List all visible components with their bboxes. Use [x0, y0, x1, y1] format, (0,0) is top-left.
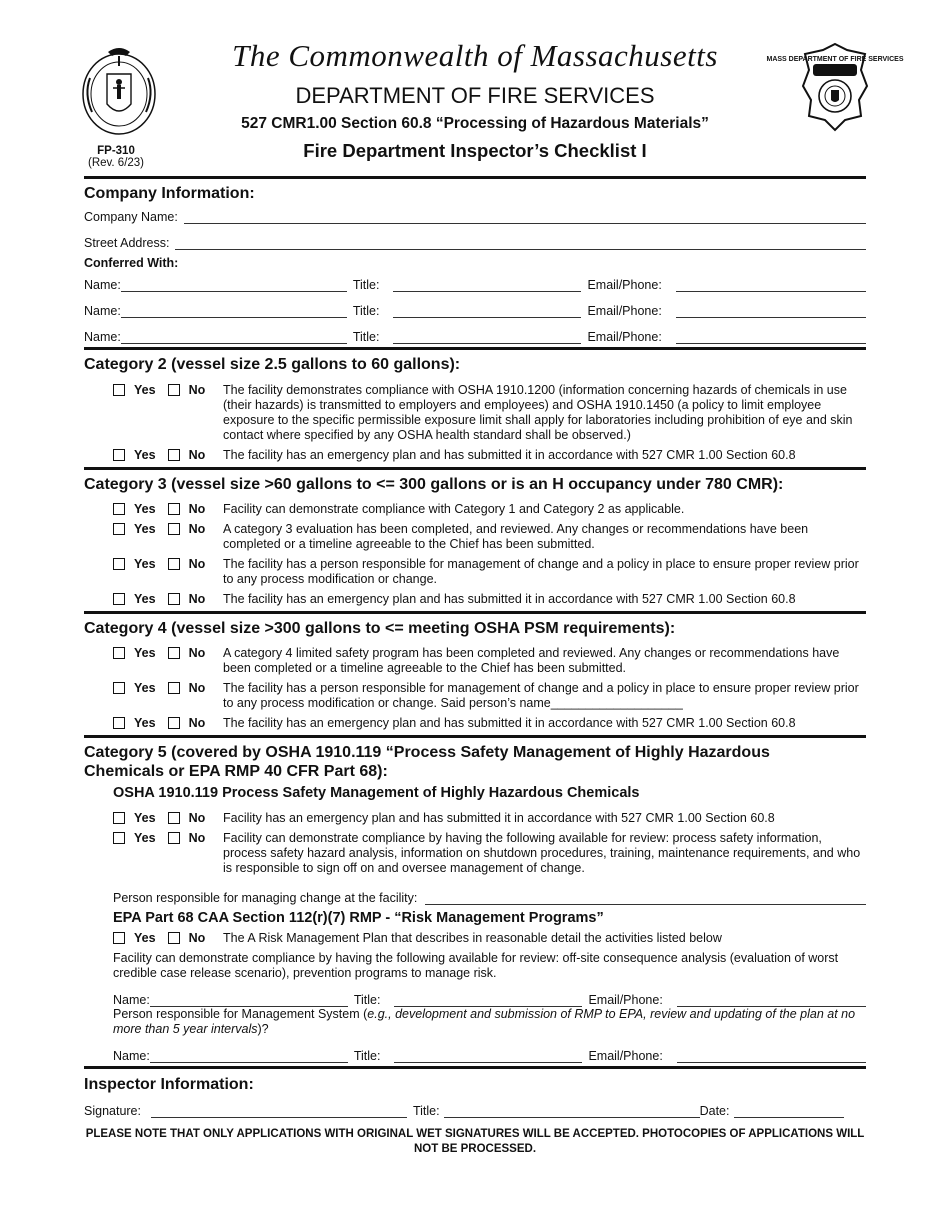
mgmt-system-contact-row: [113, 1047, 866, 1063]
title-label: Title:: [353, 993, 381, 1007]
name-label: Name:: [113, 1049, 150, 1063]
no-checkbox[interactable]: [168, 812, 180, 824]
mgmt-system-example: e.g., development and submission of RMP to EPA, review and updating of the plan at no more than 5 year intervals: [113, 1007, 856, 1036]
name-label: Name:: [113, 993, 150, 1007]
email-phone-field[interactable]: [676, 331, 866, 344]
person-managing-change-row: [113, 889, 866, 905]
no-label: No: [188, 502, 206, 516]
form-revision: (Rev. 6/23): [87, 157, 145, 169]
no-checkbox[interactable]: [168, 523, 180, 535]
yes-label: Yes: [134, 383, 156, 397]
date-label: Date:: [699, 1104, 730, 1118]
street-address-field[interactable]: [175, 237, 866, 250]
no-checkbox[interactable]: [168, 558, 180, 570]
category-5-heading-line2: Chemicals or EPA RMP 40 CFR Part 68):: [84, 763, 388, 780]
yes-checkbox[interactable]: [113, 647, 125, 659]
title-field[interactable]: [394, 1050, 582, 1063]
title-field[interactable]: [393, 279, 581, 292]
section-divider: [84, 735, 866, 738]
cat4-item-3-yesno: [113, 716, 205, 730]
conferred-row-2: [84, 302, 866, 318]
cat3-item-1-text: Facility can demonstrate compliance with Category 1 and Category 2 as applicable.: [223, 502, 685, 516]
no-label: No: [188, 831, 206, 845]
street-address-row: [84, 234, 866, 250]
name-field[interactable]: [121, 331, 347, 344]
email-phone-field[interactable]: [676, 279, 866, 292]
mgmt-system-suffix: )?: [257, 1022, 269, 1036]
no-label: No: [188, 811, 206, 825]
no-checkbox[interactable]: [168, 647, 180, 659]
no-checkbox[interactable]: [168, 682, 180, 694]
email-phone-label: Email/Phone:: [587, 330, 662, 344]
title-label: Title:: [352, 330, 380, 344]
section-divider: [84, 611, 866, 614]
yes-label: Yes: [134, 716, 156, 730]
company-info-heading: Company Information:: [84, 185, 255, 202]
name-label: Name:: [84, 278, 121, 292]
cat4-item-1-yesno: [113, 646, 205, 660]
cat5-epa-item-text: The A Risk Management Plan that describes in reasonable detail the activities listed below: [223, 931, 722, 945]
yes-checkbox[interactable]: [113, 932, 125, 944]
cat5-osha-item-2-yesno: [113, 831, 205, 845]
no-label: No: [188, 681, 206, 695]
cat4-item-2-yesno: [113, 681, 205, 695]
no-label: No: [188, 383, 206, 397]
cat3-item-2-yesno: [113, 522, 205, 536]
category-2-heading: Category 2 (vessel size 2.5 gallons to 60 gallons):: [84, 356, 461, 373]
email-phone-field[interactable]: [677, 1050, 866, 1063]
cat2-item-1-text: The facility demonstrates compliance with OSHA 1910.1200 (information concerning hazards of chemicals in use (their hazards) is transmitted to employers and employees) and OSHA 1910.1450 (a policy to limit employee exposure to the specific permissible exposure limit shall apply for laboratories including prohibition of eye and skin contact where specified by any OSHA health standard shall be observed.): [223, 383, 853, 442]
no-checkbox[interactable]: [168, 832, 180, 844]
mgmt-system-prefix: Person responsible for Management System (: [113, 1007, 368, 1021]
section-divider: [84, 347, 866, 350]
no-label: No: [188, 448, 206, 462]
person-managing-change-label: Person responsible for managing change at the facility:: [113, 891, 418, 905]
cat5-osha-item-1-yesno: [113, 811, 205, 825]
cat2-item-2-yesno: [113, 448, 205, 462]
email-phone-label: Email/Phone:: [587, 304, 662, 318]
no-checkbox[interactable]: [168, 717, 180, 729]
massachusetts-state-seal: [80, 38, 158, 136]
inspector-title-field[interactable]: [444, 1105, 700, 1118]
title-label: Title:: [353, 1049, 381, 1063]
cat3-item-4-yesno: [113, 592, 205, 606]
epa-compliance-paragraph: Facility can demonstrate compliance by having the following available for review: off-site consequence analysis (evaluation of worst credible case release scenario), prevention programs to manage risk.: [113, 951, 839, 980]
no-label: No: [188, 716, 206, 730]
cat5-epa-item-yesno: [113, 931, 205, 945]
email-phone-label: Email/Phone:: [588, 993, 663, 1007]
rmp-contact-row: [113, 991, 866, 1007]
name-field[interactable]: [150, 1050, 348, 1063]
cat2-item-2-text: The facility has an emergency plan and has submitted it in accordance with 527 CMR 1.00 Section 60.8: [223, 448, 796, 462]
street-address-label: Street Address:: [84, 236, 170, 250]
no-checkbox[interactable]: [168, 449, 180, 461]
section-divider: [84, 1066, 866, 1069]
no-label: No: [188, 931, 206, 945]
management-system-question: [113, 1007, 866, 1037]
name-label: Name:: [84, 330, 121, 344]
signature-label: Signature:: [84, 1104, 141, 1118]
form-number: FP-310: [97, 145, 135, 157]
yes-checkbox[interactable]: [113, 503, 125, 515]
cat5-osha-item-1-text: Facility has an emergency plan and has submitted it in accordance with 527 CMR 1.00 Section 60.8: [223, 811, 775, 825]
yes-checkbox[interactable]: [113, 812, 125, 824]
cat4-item-3-text: The facility has an emergency plan and has submitted it in accordance with 527 CMR 1.00 Section 60.8: [223, 716, 796, 730]
no-checkbox[interactable]: [168, 384, 180, 396]
title-field[interactable]: [394, 994, 582, 1007]
cat5-osha-item-2-text: Facility can demonstrate compliance by having the following available for review: process safety information, process safety hazard analysis, information on shutdown procedures, training, maintenance requirements, and who is responsible to sign off on and oversee management of change.: [223, 831, 861, 875]
title-label: Title:: [352, 304, 380, 318]
title-label: Title:: [352, 278, 380, 292]
yes-label: Yes: [134, 592, 156, 606]
commonwealth-title: The Commonwealth of Massachusetts: [232, 38, 718, 73]
name-label: Name:: [84, 304, 121, 318]
email-phone-field[interactable]: [677, 994, 866, 1007]
yes-label: Yes: [134, 502, 156, 516]
no-label: No: [188, 592, 206, 606]
company-name-field[interactable]: [184, 211, 866, 224]
date-field[interactable]: [734, 1105, 844, 1118]
category-5-heading-line1: Category 5 (covered by OSHA 1910.119 “Process Safety Management of Highly Hazardous: [84, 744, 770, 761]
conferred-row-3: [84, 328, 866, 344]
yes-checkbox[interactable]: [113, 682, 125, 694]
department-name: DEPARTMENT OF FIRE SERVICES: [295, 83, 655, 108]
no-label: No: [188, 646, 206, 660]
title-field[interactable]: [393, 331, 581, 344]
yes-label: Yes: [134, 931, 156, 945]
category-4-heading: Category 4 (vessel size >300 gallons to <= meeting OSHA PSM requirements):: [84, 620, 676, 637]
yes-label: Yes: [134, 831, 156, 845]
signature-field[interactable]: [151, 1105, 407, 1118]
no-label: No: [188, 522, 206, 536]
no-checkbox[interactable]: [168, 932, 180, 944]
inspector-title-label: Title:: [412, 1104, 440, 1118]
yes-checkbox[interactable]: [113, 384, 125, 396]
cat3-item-3-text: The facility has a person responsible for management of change and a policy in place to ensure proper review prior to any process modification or change.: [223, 557, 859, 586]
name-field[interactable]: [121, 305, 347, 318]
yes-checkbox[interactable]: [113, 449, 125, 461]
name-field[interactable]: [150, 994, 348, 1007]
regulation-title: 527 CMR1.00 Section 60.8 “Processing of Hazardous Materials”: [241, 115, 709, 132]
yes-checkbox[interactable]: [113, 593, 125, 605]
yes-label: Yes: [134, 811, 156, 825]
yes-label: Yes: [134, 557, 156, 571]
yes-label: Yes: [134, 448, 156, 462]
fire-services-badge: [766, 40, 904, 132]
badge-text: MASS DEPARTMENT OF FIRE SERVICES: [766, 56, 904, 63]
yes-checkbox[interactable]: [113, 558, 125, 570]
footer-signature-note: PLEASE NOTE THAT ONLY APPLICATIONS WITH ORIGINAL WET SIGNATURES WILL BE ACCEPTED. PHOTOCOPIES OF APPLICATIONS WILL NOT BE PROCESSED.: [85, 1128, 865, 1155]
email-phone-field[interactable]: [676, 305, 866, 318]
name-field[interactable]: [121, 279, 347, 292]
email-phone-label: Email/Phone:: [588, 1049, 663, 1063]
yes-checkbox[interactable]: [113, 832, 125, 844]
cat4-item-2-text: The facility has a person responsible for management of change and a policy in place to ensure proper review prior to any process modification or change. Said person’s name___________________: [223, 681, 859, 710]
yes-checkbox[interactable]: [113, 523, 125, 535]
conferred-row-1: [84, 276, 866, 292]
epa-rmp-subheading: EPA Part 68 CAA Section 112(r)(7) RMP - “Risk Management Programs”: [113, 910, 604, 926]
yes-label: Yes: [134, 522, 156, 536]
header-divider: [84, 176, 866, 179]
no-checkbox[interactable]: [168, 503, 180, 515]
inspector-info-heading: Inspector Information:: [84, 1076, 254, 1093]
cat3-item-2-text: A category 3 evaluation has been completed, and reviewed. Any changes or recommendations have been completed or a timeline agreeable to the Chief has been submitted.: [223, 522, 809, 551]
yes-checkbox[interactable]: [113, 717, 125, 729]
cat3-item-3-yesno: [113, 557, 205, 571]
email-phone-label: Email/Phone:: [587, 278, 662, 292]
osha-psm-subheading: OSHA 1910.119 Process Safety Management of Highly Hazardous Chemicals: [113, 785, 640, 801]
category-3-heading: Category 3 (vessel size >60 gallons to <= 300 gallons or is an H occupancy under 780 CMR):: [84, 476, 784, 493]
title-field[interactable]: [393, 305, 581, 318]
person-managing-change-field[interactable]: [425, 892, 866, 905]
section-divider: [84, 467, 866, 470]
cat2-item-1-yesno: [113, 383, 205, 397]
no-checkbox[interactable]: [168, 593, 180, 605]
cat3-item-1-yesno: [113, 502, 205, 516]
company-name-row: [84, 208, 866, 224]
inspector-signature-row: [84, 1102, 866, 1118]
cat3-item-4-text: The facility has an emergency plan and has submitted it in accordance with 527 CMR 1.00 Section 60.8: [223, 592, 796, 606]
conferred-with-label: Conferred With:: [84, 256, 179, 270]
no-label: No: [188, 557, 206, 571]
checklist-title: Fire Department Inspector’s Checklist I: [303, 140, 647, 161]
company-name-label: Company Name:: [84, 210, 178, 224]
yes-label: Yes: [134, 646, 156, 660]
cat4-item-1-text: A category 4 limited safety program has been completed and reviewed. Any changes or recommendations have been completed or a timeline agreeable to the Chief has been submitted.: [223, 646, 840, 675]
yes-label: Yes: [134, 681, 156, 695]
